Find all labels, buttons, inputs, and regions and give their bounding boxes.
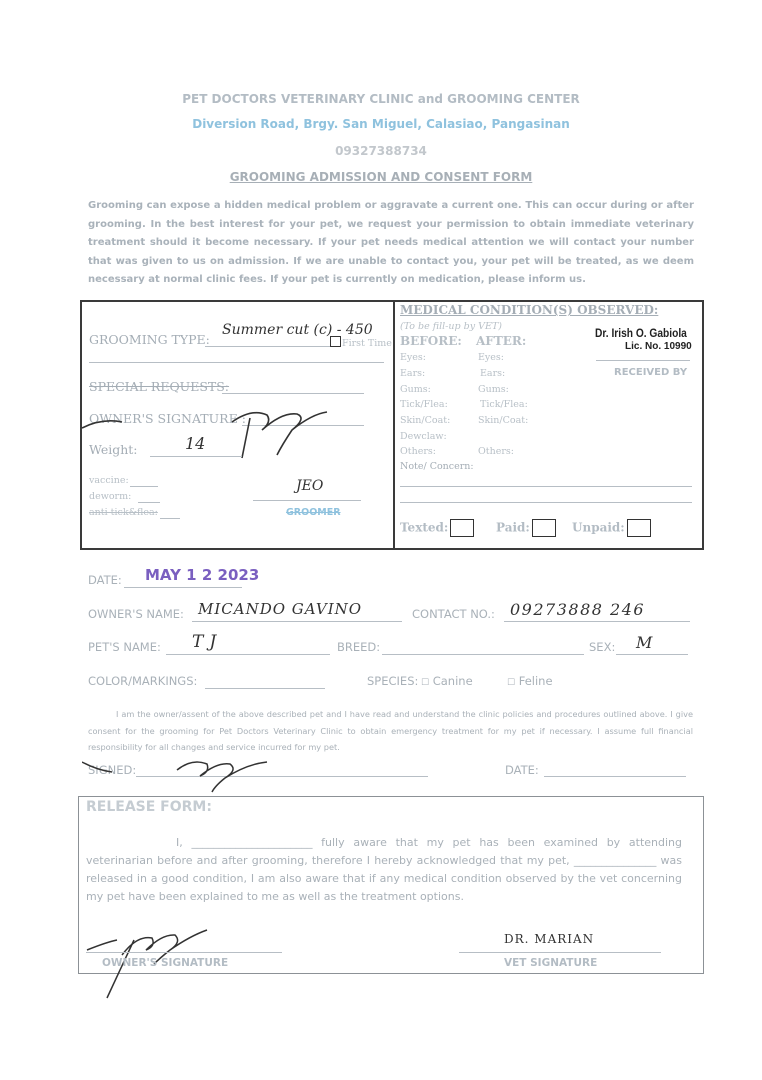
note-line-1[interactable] <box>400 486 692 487</box>
unpaid-label: Unpaid: <box>572 520 625 535</box>
color-label: COLOR/MARKINGS: <box>88 674 198 688</box>
antitick-label: anti tick&flea: <box>89 507 158 518</box>
canine-label: Canine <box>432 674 473 688</box>
special-requests-line[interactable] <box>222 393 364 394</box>
clinic-phone: 09327388734 <box>335 144 427 158</box>
consent-date-line[interactable] <box>544 776 686 777</box>
contact-value[interactable]: 09273888 246 <box>510 600 646 619</box>
owner-release-sig-label: OWNER'S SIGNATURE <box>102 957 229 969</box>
vet-name-stamp: Dr. Irish O. Gabiola <box>595 326 687 340</box>
owner-name-value[interactable]: MICANDO GAVINO <box>198 600 363 618</box>
sex-value[interactable]: M <box>636 633 653 652</box>
contact-line <box>504 621 690 622</box>
eyes-after: Eyes: <box>478 352 504 363</box>
texted-checkbox[interactable] <box>450 519 474 537</box>
first-time-checkbox[interactable] <box>330 336 341 347</box>
note-label: Note/ Concern: <box>400 461 474 472</box>
medical-subtitle: (To be fill-up by VET) <box>400 321 502 332</box>
vaccine-line <box>130 486 158 487</box>
first-time-label: First Time <box>342 338 392 349</box>
canine-checkbox[interactable]: ☐ <box>421 678 430 688</box>
note-line-2[interactable] <box>400 502 692 503</box>
feline-label: Feline <box>518 674 553 688</box>
ears-after: Ears: <box>480 368 506 379</box>
grooming-type-label: GROOMING TYPE: <box>89 332 210 347</box>
paid-checkbox[interactable] <box>532 519 556 537</box>
date-label: DATE: <box>88 573 122 587</box>
clinic-address: Diversion Road, Brgy. San Miguel, Calasiao, Pangasinan <box>192 117 570 131</box>
vet-sig-line[interactable] <box>459 952 661 953</box>
received-by-label: RECEIVED BY <box>614 367 688 378</box>
groomer-line <box>253 500 361 501</box>
species-label: SPECIES: <box>367 674 419 688</box>
gums-before: Gums: <box>400 384 431 395</box>
owner-release-sig-line[interactable] <box>86 952 282 953</box>
received-by-line <box>596 360 690 361</box>
vaccine-label: vaccine: <box>89 475 129 486</box>
species-canine-option[interactable] <box>421 674 473 688</box>
weight-value[interactable]: 14 <box>185 434 206 453</box>
skin-before: Skin/Coat: <box>400 415 451 426</box>
gums-after: Gums: <box>478 384 509 395</box>
intro-paragraph: Grooming can expose a hidden medical problem or aggravate a current one. This can occur during or after grooming. In the best interest for your pet, we request your permission to obtain immediate veterinary treatment should it become necessary. If your pet needs medical attention we will contact your number that was given to us on admission. If we are unable to contact you, your pet will be treated, as we deem necessary at normal clinic fees. If your pet is currently on medication, please inform us. <box>88 200 694 285</box>
medical-title: MEDICAL CONDITION(S) OBSERVED: <box>400 303 659 317</box>
clinic-name: PET DOCTORS VETERINARY CLINIC and GROOMING CENTER <box>182 92 580 106</box>
unpaid-field[interactable] <box>572 519 651 537</box>
date-line <box>124 587 242 588</box>
ears-before: Ears: <box>400 368 426 379</box>
after-label: AFTER: <box>476 334 527 348</box>
pet-name-value[interactable]: TJ <box>192 632 223 652</box>
consent-text: I am the owner/assent of the above described pet and I have read and understand the clinic policies and procedures outlined above. I give consent for the grooming for Pet Doctors Veterinary Clinic to obtain emergency treatment for my pet if necessary. I assume full financial responsibility for all changes and service incurred for my pet. <box>88 709 693 752</box>
tick-before: Tick/Flea: <box>400 399 448 410</box>
grooming-type-line <box>205 346 330 347</box>
sex-label: SEX: <box>589 640 616 654</box>
owner-signature-label: OWNER'S SIGNATURE : <box>89 411 246 426</box>
vet-license-stamp: Lic. No. 10990 <box>625 341 692 352</box>
special-requests-label: SPECIAL REQUESTS: <box>89 379 230 394</box>
grooming-type-line2 <box>89 362 384 363</box>
grooming-type-value[interactable]: Summer cut (c) - 450 <box>222 322 373 338</box>
vet-sig-label: VET SIGNATURE <box>504 957 598 969</box>
species-feline-option[interactable] <box>507 674 553 688</box>
box-divider <box>393 300 395 550</box>
contact-label: CONTACT NO.: <box>412 607 495 621</box>
deworm-line <box>138 502 160 503</box>
skin-after: Skin/Coat: <box>478 415 529 426</box>
eyes-before: Eyes: <box>400 352 426 363</box>
breed-label: BREED: <box>337 640 381 654</box>
dewclaw-label: Dewclaw: <box>400 431 447 442</box>
signed-label: SIGNED: <box>88 763 137 777</box>
form-title: GROOMING ADMISSION AND CONSENT FORM <box>229 170 533 184</box>
groomer-label: GROOMER <box>286 507 341 518</box>
texted-field[interactable] <box>400 519 474 537</box>
antitick-line <box>160 518 180 519</box>
feline-checkbox[interactable]: ☐ <box>507 678 516 688</box>
vet-sig-value[interactable]: DR. MARIAN <box>504 932 595 946</box>
weight-label: Weight: <box>89 442 138 457</box>
breed-line[interactable] <box>382 654 584 655</box>
tick-after: Tick/Flea: <box>480 399 528 410</box>
owner-name-label: OWNER'S NAME: <box>88 607 184 621</box>
pet-name-line <box>166 654 330 655</box>
unpaid-checkbox[interactable] <box>627 519 651 537</box>
owner-name-line <box>192 621 402 622</box>
pet-name-label: PET'S NAME: <box>88 640 161 654</box>
color-line[interactable] <box>205 688 325 689</box>
release-title: RELEASE FORM: <box>86 799 212 815</box>
before-label: BEFORE: <box>400 334 462 348</box>
paid-label: Paid: <box>496 520 530 535</box>
groomer-value[interactable]: JEO <box>296 478 324 494</box>
consent-date-label: DATE: <box>505 763 539 777</box>
weight-line <box>150 456 242 457</box>
sex-line <box>616 654 688 655</box>
paid-field[interactable] <box>496 519 556 537</box>
deworm-label: deworm: <box>89 491 132 502</box>
consent-signature-scribble <box>82 752 302 797</box>
others-before: Others: <box>400 446 436 457</box>
release-text: I, ______________________ fully aware that my pet has been examined by attending veterinarian before and after grooming, therefore I hereby acknowledged that my pet, _______________ was released in a good condition, I am also aware that if any medical condition observed by the vet concerning my pet have been explained to me as well as the treatment options. <box>86 836 682 903</box>
texted-label: Texted: <box>400 520 449 535</box>
others-after: Others: <box>478 446 514 457</box>
date-stamp[interactable]: MAY 1 2 2023 <box>145 566 260 584</box>
